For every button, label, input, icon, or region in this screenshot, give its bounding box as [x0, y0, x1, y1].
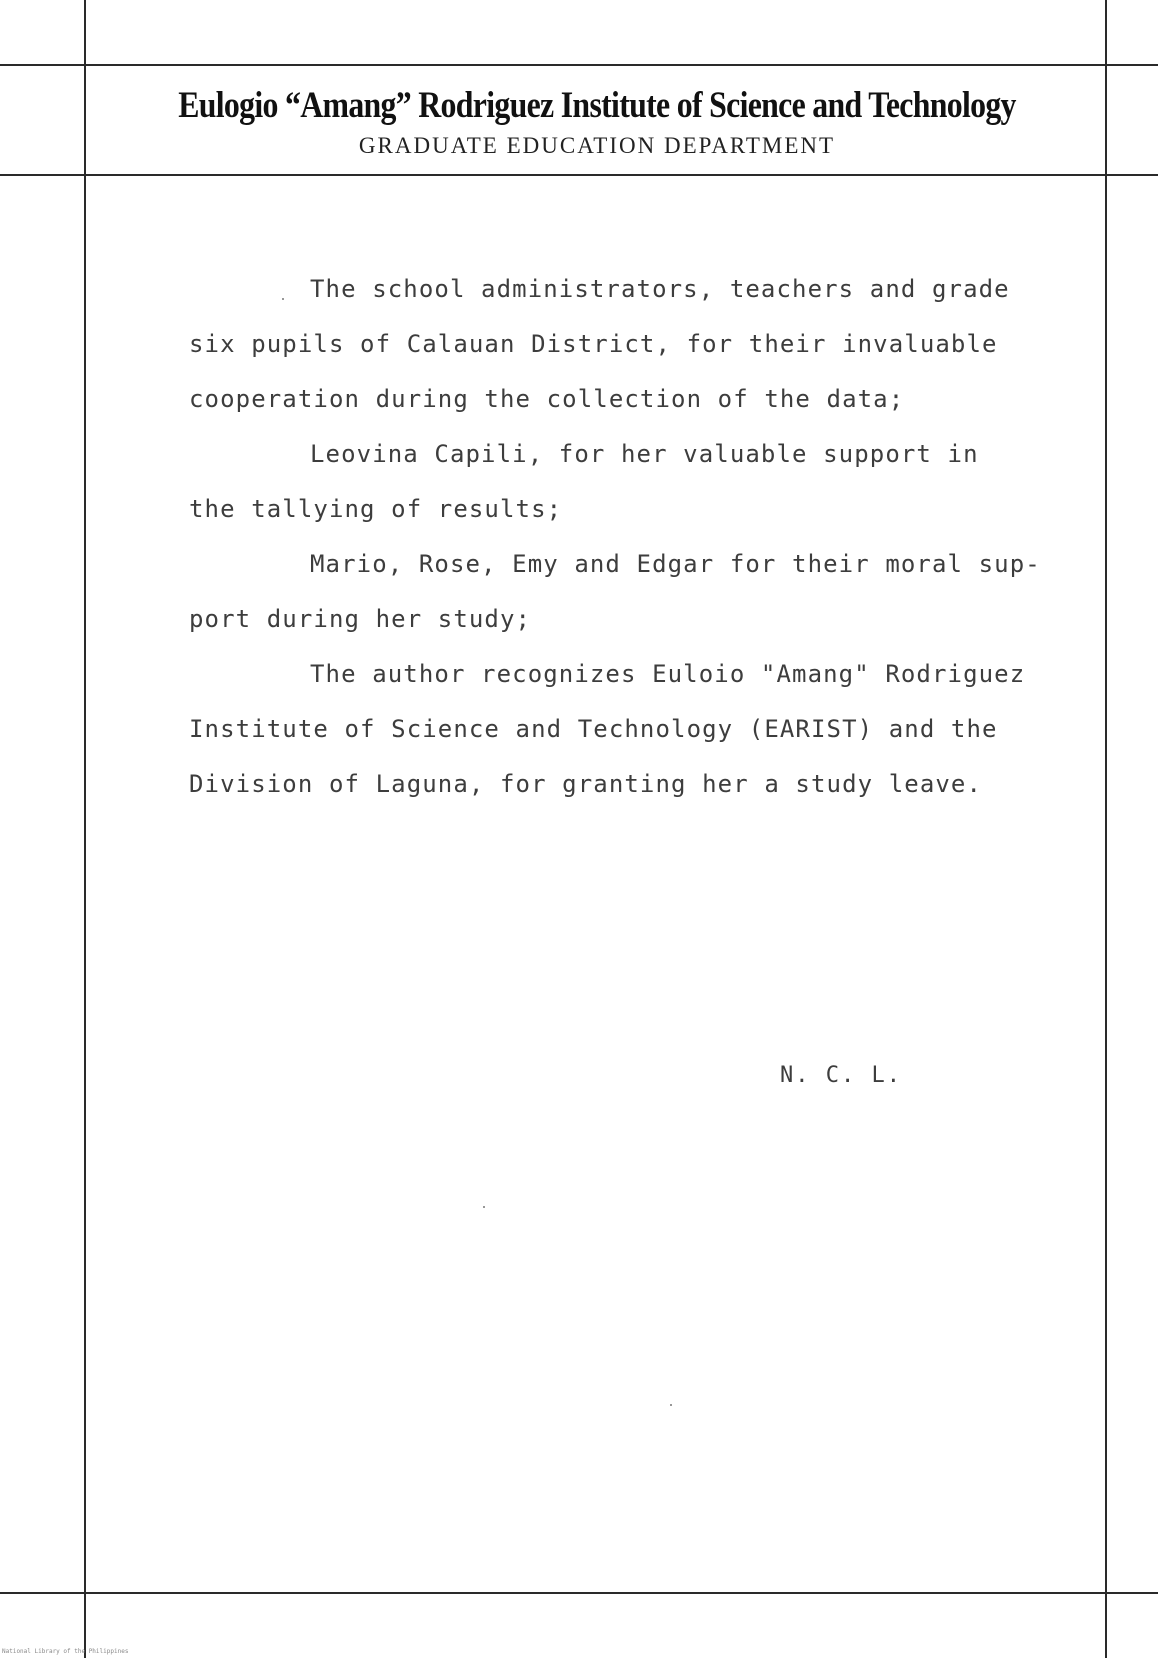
text-line: Division of Laguna, for granting her a study leave. [189, 770, 983, 798]
text-line: cooperation during the collection of the data; [189, 385, 905, 413]
text-line: Mario, Rose, Emy and Edgar for their moral sup- [310, 550, 1041, 578]
text-line: port during her study; [189, 605, 532, 633]
scan-speck [282, 298, 284, 300]
left-margin-rule [84, 0, 86, 1658]
right-margin-rule [1105, 0, 1107, 1658]
scan-speck [670, 1404, 672, 1406]
text-line: Leovina Capili, for her valuable support in [310, 440, 979, 468]
text-line: The school administrators, teachers and grade [310, 275, 1010, 303]
letterhead [86, 80, 1108, 160]
author-initials: N. C. L. [780, 1063, 902, 1088]
acknowledgement-text [189, 262, 1041, 812]
institution-name: Eulogio “Amang” Rodriguez Institute of Science and Technology [178, 85, 1016, 126]
department-name: GRADUATE EDUCATION DEPARTMENT [358, 133, 836, 158]
text-line: six pupils of Calauan District, for their invaluable [189, 330, 998, 358]
scan-footer-note: National Library of the Philippines [2, 1648, 129, 1655]
footer-rule [0, 1592, 1158, 1594]
text-line: Institute of Science and Technology (EARIST) and the [189, 715, 998, 743]
scan-speck [483, 1206, 485, 1208]
header-bottom-rule [0, 174, 1158, 176]
header-top-rule [0, 64, 1158, 66]
text-line: The author recognizes Euloio "Amang" Rodriguez [310, 660, 1026, 688]
text-line: the tallying of results; [189, 495, 563, 523]
